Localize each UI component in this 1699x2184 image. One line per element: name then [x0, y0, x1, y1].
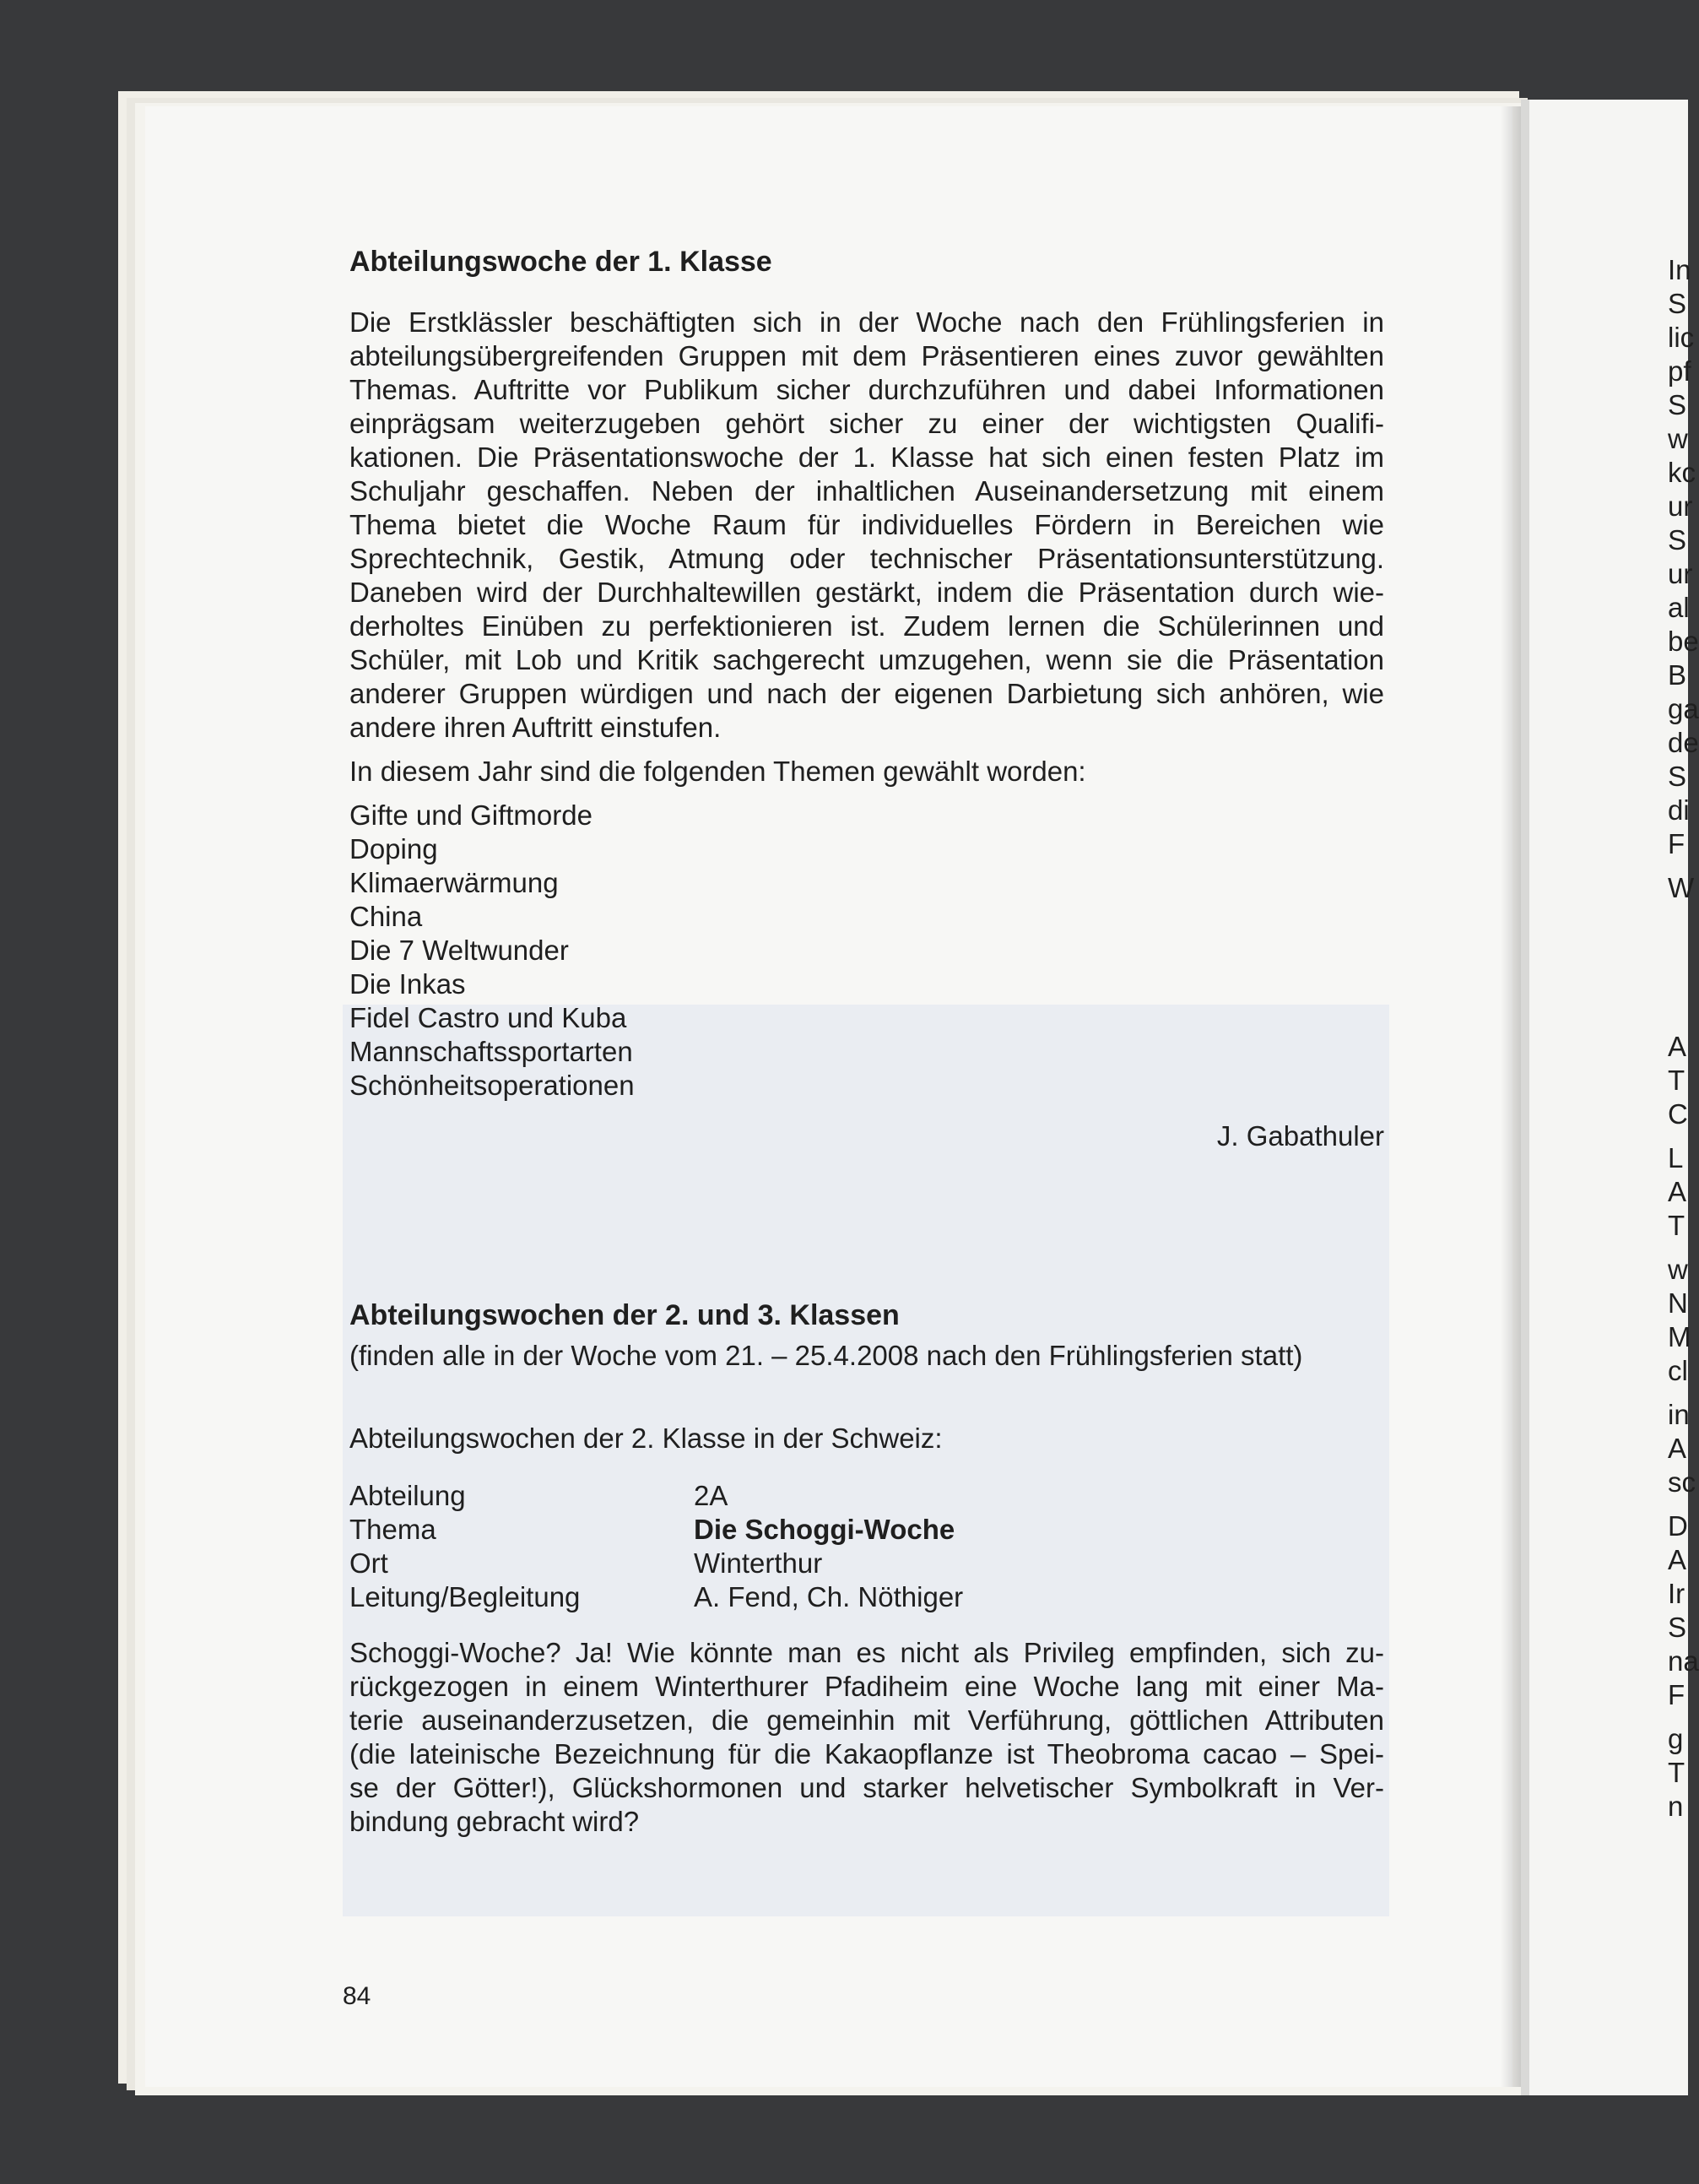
right-page-fragment: N: [1668, 1287, 1688, 1319]
text-line: einprägsam weiterzugeben gehört sicher zu einer der wichtigsten Qualifi-: [349, 408, 1384, 439]
section2-heading: Abteilungswochen der 2. und 3. Klassen: [349, 1299, 900, 1331]
right-page-fragment: W: [1668, 872, 1695, 903]
right-page-fragment: na: [1668, 1645, 1699, 1677]
right-page-fragment: M: [1668, 1321, 1691, 1352]
right-page-fragment: pf: [1668, 355, 1691, 387]
right-page: [1529, 100, 1688, 2095]
detail-row: [349, 1547, 1384, 1580]
list-item: Doping: [349, 833, 438, 864]
list-item: China: [349, 901, 423, 932]
detail-label: Ort: [349, 1547, 388, 1579]
section2-paragraph: [349, 1636, 1384, 1839]
text-line: Themas. Auftritte vor Publikum sicher durchzuführen und dabei Informationen: [349, 374, 1384, 405]
text-line: andere ihren Auftritt einstufen.: [349, 712, 722, 743]
text-line: Schuljahr geschaffen. Neben der inhaltlichen Auseinandersetzung mit einem: [349, 475, 1384, 507]
gutter-shadow: [1501, 106, 1521, 2087]
themes-intro: In diesem Jahr sind die folgenden Themen gewählt worden:: [349, 756, 1086, 787]
right-page-fragment: S: [1668, 288, 1687, 319]
right-page-fragment: al: [1668, 592, 1690, 623]
text-line: Thema bietet die Woche Raum für individuelles Fördern in Bereichen wie: [349, 509, 1384, 540]
section1-paragraph: [349, 306, 1384, 745]
text-line: Schoggi-Woche? Ja! Wie könnte man es nicht als Privileg empfinden, sich zu-: [349, 1637, 1384, 1668]
page-number: 84: [343, 1982, 371, 2010]
list-item: Fidel Castro und Kuba: [349, 1002, 627, 1033]
right-page-fragment: S: [1668, 1612, 1687, 1643]
right-page-fragment: w: [1668, 423, 1688, 454]
details-table: [349, 1479, 1384, 1614]
right-page-fragment: T: [1668, 1757, 1685, 1788]
section2-subtitle: (finden alle in der Woche vom 21. – 25.4.2008 nach den Frühlingsferien statt): [349, 1340, 1303, 1371]
themes-list: [349, 799, 1384, 1103]
right-page-fragment: S: [1668, 761, 1687, 792]
right-page-fragment: g: [1668, 1723, 1684, 1754]
right-page-fragment: In: [1668, 254, 1691, 285]
detail-row: [349, 1479, 1384, 1513]
right-page-fragment: A: [1668, 1544, 1687, 1575]
detail-value: 2A: [694, 1480, 728, 1511]
list-item: Die Inkas: [349, 968, 466, 1000]
detail-value: A. Fend, Ch. Nöthiger: [694, 1581, 964, 1612]
right-page-fragment: de: [1668, 727, 1699, 758]
right-page-fragment: in: [1668, 1399, 1690, 1430]
text-line: kationen. Die Präsentationswoche der 1. Klasse hat sich einen festen Platz im: [349, 442, 1384, 473]
text-line: Sprechtechnik, Gestik, Atmung oder technischer Präsentationsunterstützung.: [349, 543, 1384, 574]
right-page-fragment: A: [1668, 1433, 1687, 1464]
section1-heading: Abteilungswoche der 1. Klasse: [349, 246, 772, 278]
signature: J. Gabathuler: [1216, 1120, 1384, 1152]
right-page-fragment: T: [1668, 1065, 1685, 1096]
detail-label: Thema: [349, 1514, 436, 1545]
right-page-fragment: w: [1668, 1254, 1688, 1285]
detail-row: [349, 1580, 1384, 1614]
right-page-fragment: lic: [1668, 322, 1695, 353]
right-page-fragment: T: [1668, 1210, 1685, 1241]
right-page-fragment: ga: [1668, 693, 1699, 724]
text-line: rückgezogen in einem Winterthurer Pfadiheim eine Woche lang mit einer Ma-: [349, 1671, 1384, 1702]
right-page-fragment: ur: [1668, 558, 1693, 589]
right-page-fragment: F: [1668, 828, 1685, 859]
list-item: Klimaerwärmung: [349, 867, 559, 898]
list-item: Schönheitsoperationen: [349, 1070, 635, 1101]
right-page-fragment: A: [1668, 1031, 1687, 1062]
right-page-fragment: S: [1668, 389, 1687, 420]
list-item: Die 7 Weltwunder: [349, 935, 569, 966]
right-page-fragment: S: [1668, 524, 1687, 555]
right-page-fragment: n: [1668, 1791, 1684, 1822]
text-line: anderer Gruppen würdigen und nach der eigenen Darbietung sich anhören, wie: [349, 678, 1384, 709]
detail-label: Leitung/Begleitung: [349, 1581, 581, 1612]
right-page-fragment: B: [1668, 659, 1687, 691]
right-page-fragment: L: [1668, 1142, 1684, 1173]
detail-value: Winterthur: [694, 1547, 823, 1579]
text-line: bindung gebracht wird?: [349, 1806, 640, 1837]
text-line: abteilungsübergreifenden Gruppen mit dem Präsentieren eines zuvor gewählten: [349, 340, 1384, 371]
detail-value: Die Schoggi-Woche: [694, 1514, 955, 1545]
detail-label: Abteilung: [349, 1480, 466, 1511]
right-page-fragment: F: [1668, 1679, 1685, 1710]
list-item: Gifte und Giftmorde: [349, 799, 592, 831]
text-line: Daneben wird der Durchhaltewillen gestärkt, indem die Präsentation durch wie-: [349, 577, 1384, 608]
right-page-fragment: cl: [1668, 1355, 1688, 1386]
text-line: se der Götter!), Glückshormonen und starker helvetischer Symbolkraft in Ver-: [349, 1772, 1384, 1803]
right-page-fragment: D: [1668, 1510, 1688, 1542]
text-line: terie auseinanderzusetzen, die gemeinhin mit Verführung, göttlichen Attributen: [349, 1704, 1384, 1736]
text-line: Schüler, mit Lob und Kritik sachgerecht umzugehen, wenn sie die Präsentation: [349, 644, 1384, 675]
right-page-fragment: ur: [1668, 490, 1693, 522]
right-page-fragment: sc: [1668, 1466, 1696, 1498]
text-line: derholtes Einüben zu perfektionieren ist. Zudem lernen die Schülerinnen und: [349, 610, 1384, 642]
right-page-fragment: di: [1668, 794, 1690, 826]
right-page-fragment: kc: [1668, 457, 1696, 488]
right-page-fragment: A: [1668, 1176, 1687, 1207]
page-content: [349, 245, 1384, 1839]
text-line: Die Erstklässler beschäftigten sich in der Woche nach den Frühlingsferien in: [349, 306, 1384, 338]
list-item: Mannschaftssportarten: [349, 1036, 633, 1067]
section2-intro: Abteilungswochen der 2. Klasse in der Schweiz:: [349, 1423, 943, 1454]
right-page-fragment: Ir: [1668, 1578, 1685, 1609]
right-page-text: [1668, 253, 1699, 1824]
right-page-fragment: be: [1668, 626, 1699, 657]
detail-row: [349, 1513, 1384, 1547]
text-line: (die lateinische Bezeichnung für die Kakaopflanze ist Theobroma cacao – Spei-: [349, 1738, 1384, 1769]
right-page-fragment: C: [1668, 1098, 1688, 1130]
